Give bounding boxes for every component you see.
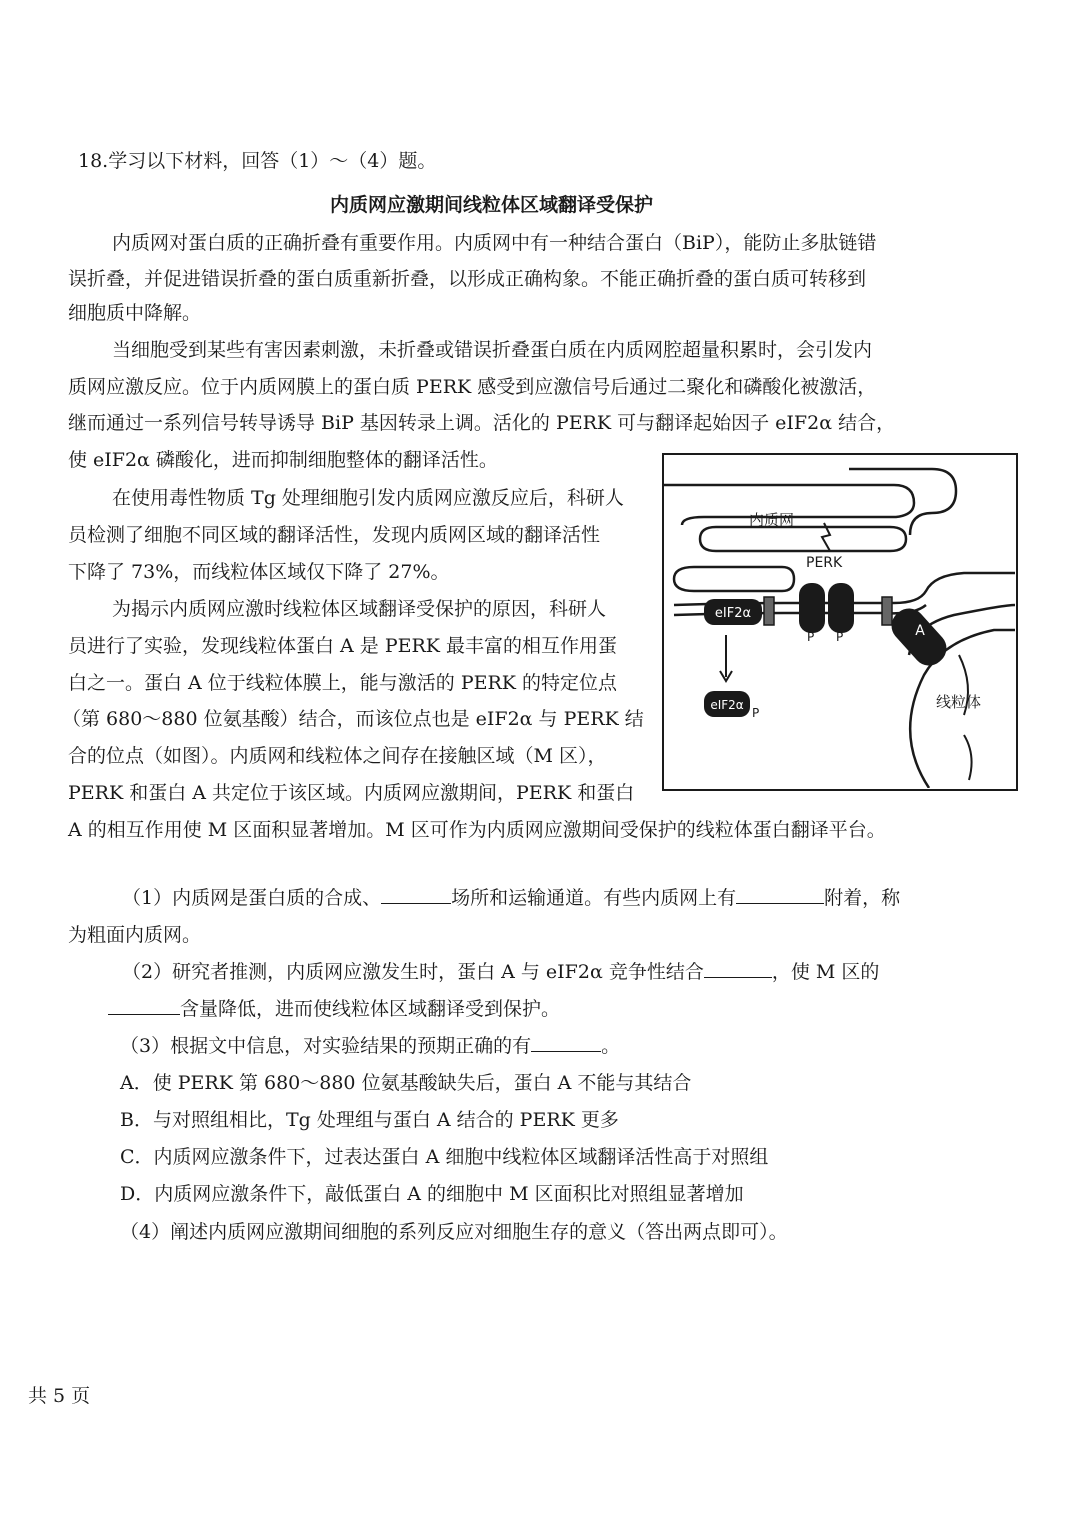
question-1 bbox=[122, 885, 900, 911]
q1-blank-1[interactable] bbox=[381, 885, 451, 904]
eif2a-label: eIF2α bbox=[710, 698, 744, 712]
protein-a-label: A bbox=[915, 623, 925, 639]
paragraph-line: 合的位点（如图）。内质网和线粒体之间存在接触区域（M 区）， bbox=[68, 745, 607, 767]
q1-blank-2[interactable] bbox=[736, 885, 824, 904]
q2-blank-1[interactable] bbox=[704, 959, 772, 978]
q1-text: 附着，称 bbox=[824, 887, 901, 909]
paragraph-line: 使 eIF2α 磷酸化，进而抑制细胞整体的翻译活性。 bbox=[68, 449, 498, 471]
paragraph-line: 下降了 73%，而线粒体区域仅下降了 27%。 bbox=[68, 561, 450, 583]
q2-blank-2[interactable] bbox=[108, 996, 180, 1015]
article-title: 内质网应激期间线粒体区域翻译受保护 bbox=[330, 194, 654, 216]
paragraph-line: 员检测了细胞不同区域的翻译活性，发现内质网区域的翻译活性 bbox=[68, 524, 601, 546]
option-d[interactable]: D．内质网应激条件下，敲低蛋白 A 的细胞中 M 区面积比对照组显著增加 bbox=[120, 1183, 744, 1205]
question-header: 18.学习以下材料，回答（1）～（4）题。 bbox=[78, 150, 437, 172]
phosphate-label: P bbox=[807, 630, 815, 644]
q3-stem-end: 。 bbox=[601, 1035, 621, 1057]
paragraph-line: 内质网对蛋白质的正确折叠有重要作用。内质网中有一种结合蛋白（BiP），能防止多肽链错 bbox=[112, 232, 877, 254]
er-cisterna bbox=[849, 469, 956, 535]
q3-blank[interactable] bbox=[531, 1033, 601, 1052]
option-a[interactable]: A．使 PERK 第 680～880 位氨基酸缺失后，蛋白 A 不能与其结合 bbox=[120, 1072, 692, 1094]
perk-binding-site bbox=[764, 597, 774, 625]
q1-text: （1）内质网是蛋白质的合成、 bbox=[122, 887, 382, 909]
q1-text: 场所和运输通道。有些内质网上有 bbox=[451, 887, 737, 909]
mitochondria-label: 线粒体 bbox=[936, 693, 982, 711]
question-4: （4）阐述内质网应激期间细胞的系列反应对细胞生存的意义（答出两点即可）。 bbox=[120, 1221, 788, 1243]
phosphate-label: P bbox=[836, 630, 844, 644]
q2-text: ，使 M 区的 bbox=[771, 961, 880, 983]
er-label: 内质网 bbox=[749, 511, 795, 529]
paragraph-line: （第 680～880 位氨基酸）结合，而该位点也是 eIF2α 与 PERK 结 bbox=[62, 708, 644, 730]
er-cisterna bbox=[700, 527, 906, 551]
question-3 bbox=[120, 1033, 620, 1059]
question-2-cont bbox=[108, 996, 560, 1022]
option-c[interactable]: C．内质网应激条件下，过表达蛋白 A 细胞中线粒体区域翻译活性高于对照组 bbox=[120, 1146, 769, 1168]
paragraph-line: 白之一。蛋白 A 位于线粒体膜上，能与激活的 PERK 的特定位点 bbox=[68, 672, 618, 694]
figure-svg bbox=[664, 455, 1015, 788]
paragraph-line: 员进行了实验，发现线粒体蛋白 A 是 PERK 最丰富的相互作用蛋 bbox=[68, 635, 618, 657]
option-b[interactable]: B．与对照组相比，Tg 处理组与蛋白 A 结合的 PERK 更多 bbox=[120, 1109, 619, 1131]
paragraph-line: PERK 和蛋白 A 共定位于该区域。内质网应激期间，PERK 和蛋白 bbox=[68, 782, 635, 804]
perk-monomer bbox=[799, 583, 825, 633]
er-cisterna bbox=[674, 567, 794, 591]
paragraph-line: 在使用毒性物质 Tg 处理细胞引发内质网应激反应后，科研人 bbox=[112, 487, 624, 509]
paragraph-line: 质网应激反应。位于内质网膜上的蛋白质 PERK 感受到应激信号后通过二聚化和磷酸化被激活， bbox=[68, 376, 877, 398]
q2-text: （2）研究者推测，内质网应激发生时，蛋白 A 与 eIF2α 竞争性结合 bbox=[122, 961, 704, 983]
question-2 bbox=[122, 959, 879, 985]
paragraph-line: 误折叠，并促进错误折叠的蛋白质重新折叠，以形成正确构象。不能正确折叠的蛋白质可转移到 bbox=[68, 268, 867, 290]
mitochondria-crista bbox=[964, 735, 972, 780]
perk-label: PERK bbox=[806, 555, 843, 571]
paragraph-line: 细胞质中降解。 bbox=[68, 302, 202, 324]
paragraph-line: A 的相互作用使 M 区面积显著增加。M 区可作为内质网应激期间受保护的线粒体蛋白翻译平台。 bbox=[68, 819, 886, 841]
perk-monomer bbox=[828, 583, 854, 633]
phosphate-label: P bbox=[752, 706, 760, 720]
page-footer: 共 5 页 bbox=[28, 1385, 91, 1407]
paragraph-line: 当细胞受到某些有害因素刺激，未折叠或错误折叠蛋白质在内质网腔超量积累时，会引发内 bbox=[112, 339, 873, 361]
eif2a-label: eIF2α bbox=[714, 606, 752, 621]
q2-text: 含量降低，进而使线粒体区域翻译受到保护。 bbox=[180, 998, 561, 1020]
er-mitochondria-figure bbox=[662, 453, 1018, 791]
paragraph-line: 为揭示内质网应激时线粒体区域翻译受保护的原因，科研人 bbox=[112, 598, 607, 620]
paragraph-line: 继而通过一系列信号转导诱导 BiP 基因转录上调。活化的 PERK 可与翻译起始因子 eIF2α 结合， bbox=[68, 412, 896, 434]
perk-binding-site bbox=[882, 597, 892, 625]
q3-stem: （3）根据文中信息，对实验结果的预期正确的有 bbox=[120, 1035, 532, 1057]
question-1-cont: 为粗面内质网。 bbox=[68, 924, 202, 946]
